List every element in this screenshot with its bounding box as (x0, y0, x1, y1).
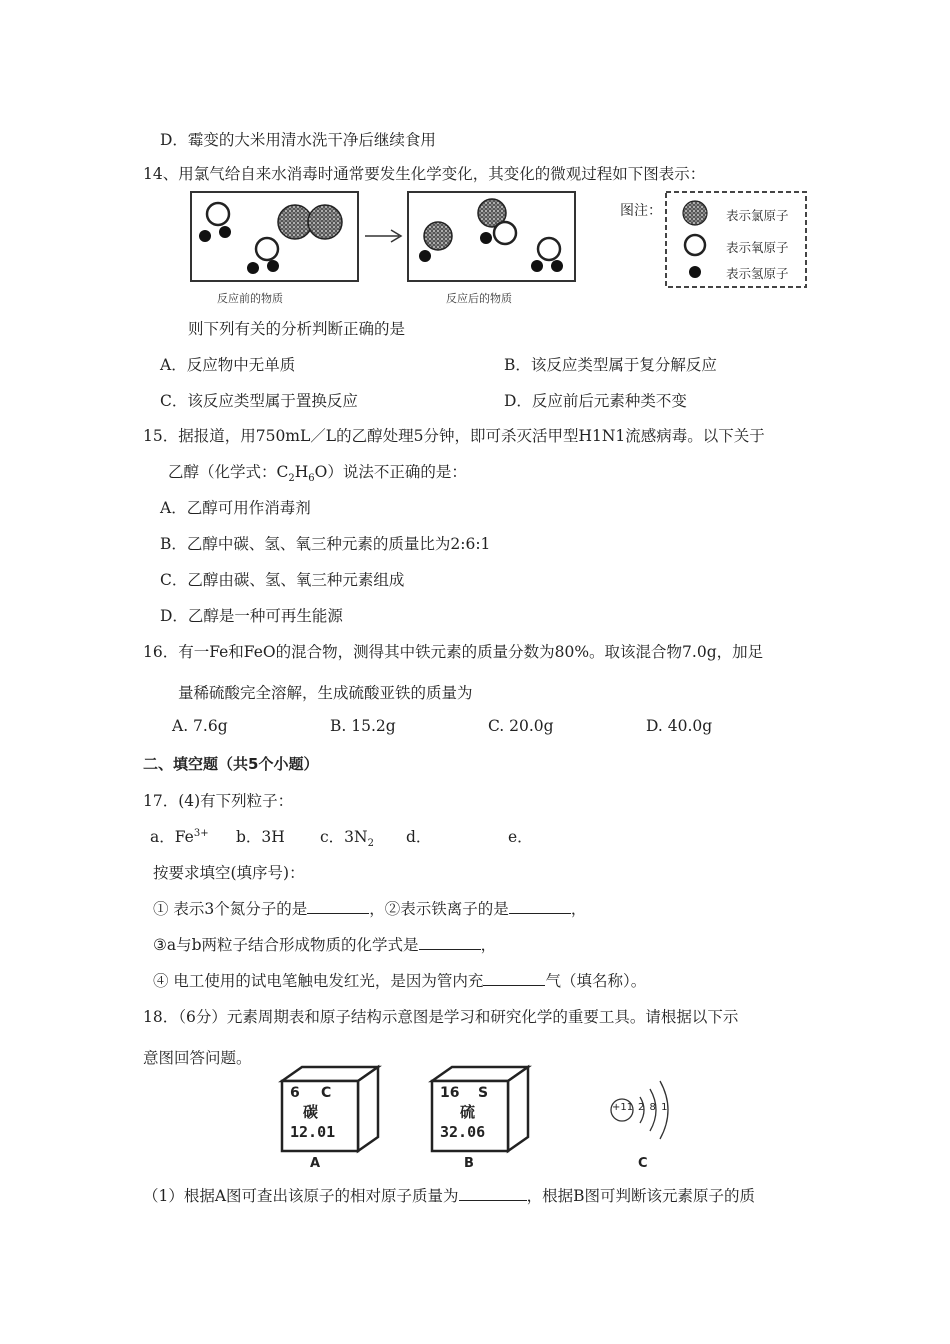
reaction-arrow (365, 230, 401, 242)
q17-l2a: ③a与b两粒子结合形成物质的化学式是 (153, 936, 419, 954)
sulfur-symbol: S (478, 1085, 489, 1101)
q17-particle-a (150, 825, 209, 847)
q15-sub1: 2 (288, 473, 295, 485)
q17-line2 (153, 933, 496, 955)
q16-line1: 16．有一Fe和FeO的混合物，测得其中铁元素的质量分数为80%。取该混合物7.0g，加足 (143, 643, 764, 661)
carbon-symbol: C (321, 1085, 332, 1101)
q15-option-b: B．乙醇中碳、氢、氧三种元素的质量比为2:6:1 (160, 535, 491, 553)
q17-stem: 17．(4)有下列粒子： (143, 792, 294, 810)
after-label: 反应后的物质 (446, 292, 512, 305)
q16-option-c: C. 20.0g (488, 717, 554, 735)
element-tile-carbon (278, 1063, 388, 1155)
q16-line2: 量稀硫酸完全溶解，生成硫酸亚铁的质量为 (178, 684, 473, 702)
q17-line1 (153, 897, 586, 919)
sulfur-number: 16 (440, 1085, 460, 1101)
q15-line2-b: H (294, 463, 309, 481)
q14-stem: 14、用氯气给自来水消毒时通常要发生化学变化，其变化的微观过程如下图表示： (143, 165, 706, 183)
q18-line1: 18．（6分）元素周期表和原子结构示意图是学习和研究化学的重要工具。请根据以下示 (143, 1008, 739, 1026)
hclo-molecule (478, 199, 516, 244)
q15-option-d: D．乙醇是一种可再生能源 (160, 607, 343, 625)
q18-q1a: （1）根据A图可查出该原子的相对原子质量为 (143, 1187, 459, 1205)
q14-sub: 则下列有关的分析判断正确的是 (188, 320, 406, 338)
sulfur-mass: 32.06 (440, 1123, 486, 1141)
sulfur-name: 硫 (460, 1103, 476, 1121)
tile-a-label: A (310, 1156, 321, 1171)
q17-l1b: ，②表示铁离子的是 (369, 900, 509, 918)
q15-line1: 15．据报道，用750mL／L的乙醇处理5分钟，即可杀灭活甲型H1N1流感病毒。以下关于 (143, 427, 765, 445)
hcl-molecule (419, 222, 452, 262)
q16-option-d: D. 40.0g (646, 717, 713, 735)
particle-c-sub: 2 (367, 838, 374, 850)
chlorine-atom-icon (683, 201, 707, 225)
q15-option-c: C．乙醇由碳、氢、氧三种元素组成 (160, 571, 405, 589)
q18-line2: 意图回答问题。 (143, 1049, 252, 1067)
q16-option-b: B. 15.2g (330, 717, 396, 735)
q15-option-a: A．乙醇可用作消毒剂 (160, 499, 311, 517)
answer-blank-5[interactable] (459, 1186, 527, 1201)
q17-l1a: ① 表示3个氮分子的是 (153, 900, 308, 918)
carbon-name: 碳 (303, 1103, 319, 1121)
atom-nucleus: +11 (612, 1102, 634, 1113)
legend-oxygen: 表示氧原子 (726, 240, 789, 255)
carbon-mass: 12.01 (290, 1123, 336, 1141)
q15-line2-a: 乙醇（化学式：C (168, 463, 289, 481)
section-2-heading: 二、填空题（共5个小题） (143, 755, 319, 773)
q17-l3b: 气（填名称）。 (545, 972, 647, 990)
q14-option-d: D．反应前后元素种类不变 (504, 392, 687, 410)
q13-option-d: D．霉变的大米用清水洗干净后继续食用 (160, 131, 436, 149)
q17-l1c: ， (570, 900, 587, 918)
diagram-c-label: C (638, 1156, 648, 1171)
legend-chlorine: 表示氯原子 (726, 208, 789, 223)
q17-particle-c (320, 825, 374, 849)
answer-blank-4[interactable] (483, 971, 545, 986)
oxygen-atom-icon (685, 235, 705, 255)
atom-shells: 2 8 1 (638, 1102, 669, 1113)
q17-l3a: ④ 电工使用的试电笔触电发红光，是因为管内充 (153, 972, 484, 990)
q17-l2b: ， (480, 936, 497, 954)
q17-particle-e: e． (508, 828, 533, 846)
q15-sub2: 6 (308, 473, 315, 485)
answer-blank-1[interactable] (307, 899, 369, 914)
particle-a-text: a．Fe (150, 828, 194, 846)
legend-title: 图注： (620, 203, 662, 219)
answer-blank-3[interactable] (419, 935, 481, 950)
particle-a-charge: 3+ (193, 827, 209, 839)
element-tile-sulfur (428, 1063, 538, 1155)
before-label: 反应前的物质 (217, 292, 283, 305)
q15-line2 (168, 460, 467, 484)
q17-line3 (153, 969, 646, 991)
q16-option-a: A. 7.6g (172, 717, 228, 735)
answer-blank-2[interactable] (509, 899, 571, 914)
carbon-number: 6 (290, 1085, 300, 1101)
water-molecule-1 (199, 203, 231, 242)
chlorine-molecule (278, 205, 342, 239)
q15-line2-c: O）说法不正确的是： (314, 463, 467, 481)
q14-option-a: A．反应物中无单质 (160, 356, 296, 374)
q17-particle-b: b．3H (236, 828, 285, 846)
q18-q1b: ，根据B图可判断该元素原子的质 (526, 1187, 755, 1205)
water-molecule-2 (247, 238, 279, 274)
hydrogen-atom-icon (689, 266, 701, 278)
water-molecule-3 (531, 238, 563, 272)
q14-option-b: B．该反应类型属于复分解反应 (504, 356, 717, 374)
q18-sub1 (143, 1184, 755, 1206)
q17-particle-d: d． (406, 828, 432, 846)
q14-option-c: C．该反应类型属于置换反应 (160, 392, 358, 410)
legend-hydrogen: 表示氢原子 (726, 266, 789, 281)
particle-c-text: c．3N (320, 828, 368, 846)
q17-instruction: 按要求填空(填序号)： (153, 864, 305, 882)
tile-b-label: B (464, 1156, 474, 1171)
